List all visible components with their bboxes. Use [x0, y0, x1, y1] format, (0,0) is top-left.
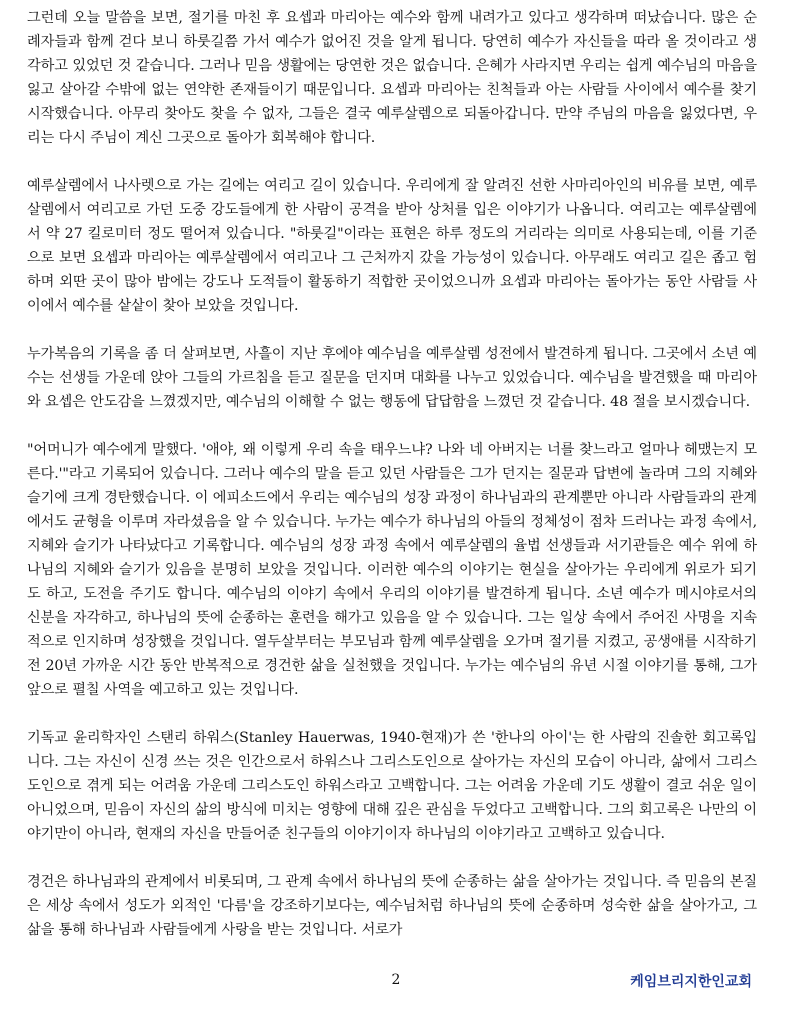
- paragraph-4: "어머니가 예수에게 말했다. '애야, 왜 이렇게 우리 속을 태우느냐? 나와 네 아버지는 너를 찾느라고 얼마나 헤맸는지 모른다.'"라고 기록되어 있습니다. 그러나 예수의 말을 듣고 있던 사람들은 그가 던지는 질문과 답변에 놀라며 그의 지혜와 슬기에 크게 경탄했습니다. 이 에피소드에서 우리는 예수님의 성장 과정이 하나님과의 관계뿐만 아니라 사람들과의 관계에서도 균형을 이루며 자라셨음을 알 수 있습니다. 누가는 예수가 하나님의 아들의 정체성이 점차 드러나는 과정 속에서, 지혜와 슬기가 나타났다고 기록합니다. 예수님의 성장 과정 속에서 예루살렘의 율법 선생들과 서기관들은 예수 위에 하나님의 지혜와 슬기가 있음을 분명히 보았을 것입니다. 이러한 예수의 이야기는 현실을 살아가는 우리에게 위로가 되기도 하고, 도전을 주기도 합니다. 예수님의 이야기 속에서 우리의 이야기를 발견하게 됩니다. 소년 예수가 메시야로서의 신분을 자각하고, 하나님의 뜻에 순종하는 훈련을 해가고 있음을 알 수 있습니다. 그는 일상 속에서 주어진 사명을 지속적으로 인지하며 성장했을 것입니다. 열두살부터는 부모님과 함께 예루살렘을 오가며 절기를 지켰고, 공생애를 시작하기 전 20년 가까운 시간 동안 반복적으로 경건한 삶을 실천했을 것입니다. 누가는 예수님의 유년 시절 이야기를 통해, 그가 앞으로 펼칠 사역을 예고하고 있는 것입니다.: [27, 442, 757, 698]
- document-body: [27, 6, 757, 966]
- paragraph-6: 경건은 하나님과의 관계에서 비롯되며, 그 관계 속에서 하나님의 뜻에 순종하는 삶을 살아가는 것입니다. 즉 믿음의 본질은 세상 속에서 성도가 외적인 '다름'을 강조하기보다는, 예수님처럼 하나님의 뜻에 순종하며 성숙한 삶을 살아가고, 그 삶을 통해 하나님과 사람들에게 사랑을 받는 것입니다. 서로가: [27, 874, 757, 938]
- paragraph-2: 예루살렘에서 나사렛으로 가는 길에는 여리고 길이 있습니다. 우리에게 잘 알려진 선한 사마리아인의 비유를 보면, 예루살렘에서 여리고로 가던 도중 강도들에게 한 사람이 공격을 받아 상처를 입은 이야기가 나옵니다. 여리고는 예루살렘에서 약 27 킬로미터 정도 떨어져 있습니다. "하룻길"이라는 표현은 하루 정도의 거리라는 의미로 사용되는데, 이를 기준으로 보면 요셉과 마리아는 예루살렘에서 여리고나 그 근처까지 갔을 가능성이 있습니다. 아무래도 여리고 길은 좁고 험하며 외딴 곳이 많아 밤에는 강도나 도적들이 활동하기 적합한 곳이었으니까 요셉과 마리아는 돌아가는 동안 사람들 사이에서 예수를 샅샅이 찾아 보았을 것입니다.: [27, 178, 757, 314]
- paragraph-1: 그런데 오늘 말씀을 보면, 절기를 마친 후 요셉과 마리아는 예수와 함께 내려가고 있다고 생각하며 떠났습니다. 많은 순례자들과 함께 걷다 보니 하룻길쯤 가서 예수가 없어진 것을 알게 됩니다. 당연히 예수가 자신들을 따라 올 것이라고 생각하고 있었던 것 같습니다. 그러나 믿음 생활에는 당연한 것은 없습니다. 은혜가 사라지면 우리는 쉽게 예수님의 마음을 잃고 살아갈 수밖에 없는 연약한 존재들이기 때문입니다. 요셉과 마리아는 친척들과 아는 사람들 사이에서 예수를 찾기 시작했습니다. 아무리 찾아도 찾을 수 없자, 그들은 결국 예루살렘으로 되돌아갑니다. 만약 주님의 마음을 잃었다면, 우리는 다시 주님이 계신 그곳으로 돌아가 회복해야 합니다.: [27, 10, 757, 146]
- paragraph-5: 기독교 윤리학자인 스탠리 하워스(Stanley Hauerwas, 1940-현재)가 쓴 '한나의 아이'는 한 사람의 진솔한 회고록입니다. 그는 자신이 신경 쓰는 것은 인간으로서 하워스나 그리스도인으로 살아가는 자신의 모습이 아니라, 삶에서 그리스도인으로 겪게 되는 어려움 가운데 그리스도인 하워스라고 고백합니다. 그는 어려움 가운데 기도 생활이 결코 쉬운 일이 아니었으며, 믿음이 자신의 삶의 방식에 미치는 영향에 대해 깊은 관심을 두었다고 고백합니다. 그의 회고록은 나만의 이야기만이 아니라, 현재의 자신을 만들어준 친구들의 이야기이자 하나님의 이야기라고 고백하고 있습니다.: [27, 730, 757, 842]
- church-name: 케임브리지한인교회: [630, 974, 752, 990]
- page-number: 2: [391, 972, 401, 988]
- paragraph-3: 누가복음의 기록을 좀 더 살펴보면, 사흘이 지난 후에야 예수님을 예루살렘 성전에서 발견하게 됩니다. 그곳에서 소년 예수는 선생들 가운데 앉아 그들의 가르침을 듣고 질문을 던지며 대화를 나누고 있었습니다. 예수님을 발견했을 때 마리아와 요셉은 안도감을 느꼈겠지만, 예수님의 이해할 수 없는 행동에 답답함을 느꼈던 것 같습니다. 48 절을 보시겠습니다.: [27, 346, 757, 410]
